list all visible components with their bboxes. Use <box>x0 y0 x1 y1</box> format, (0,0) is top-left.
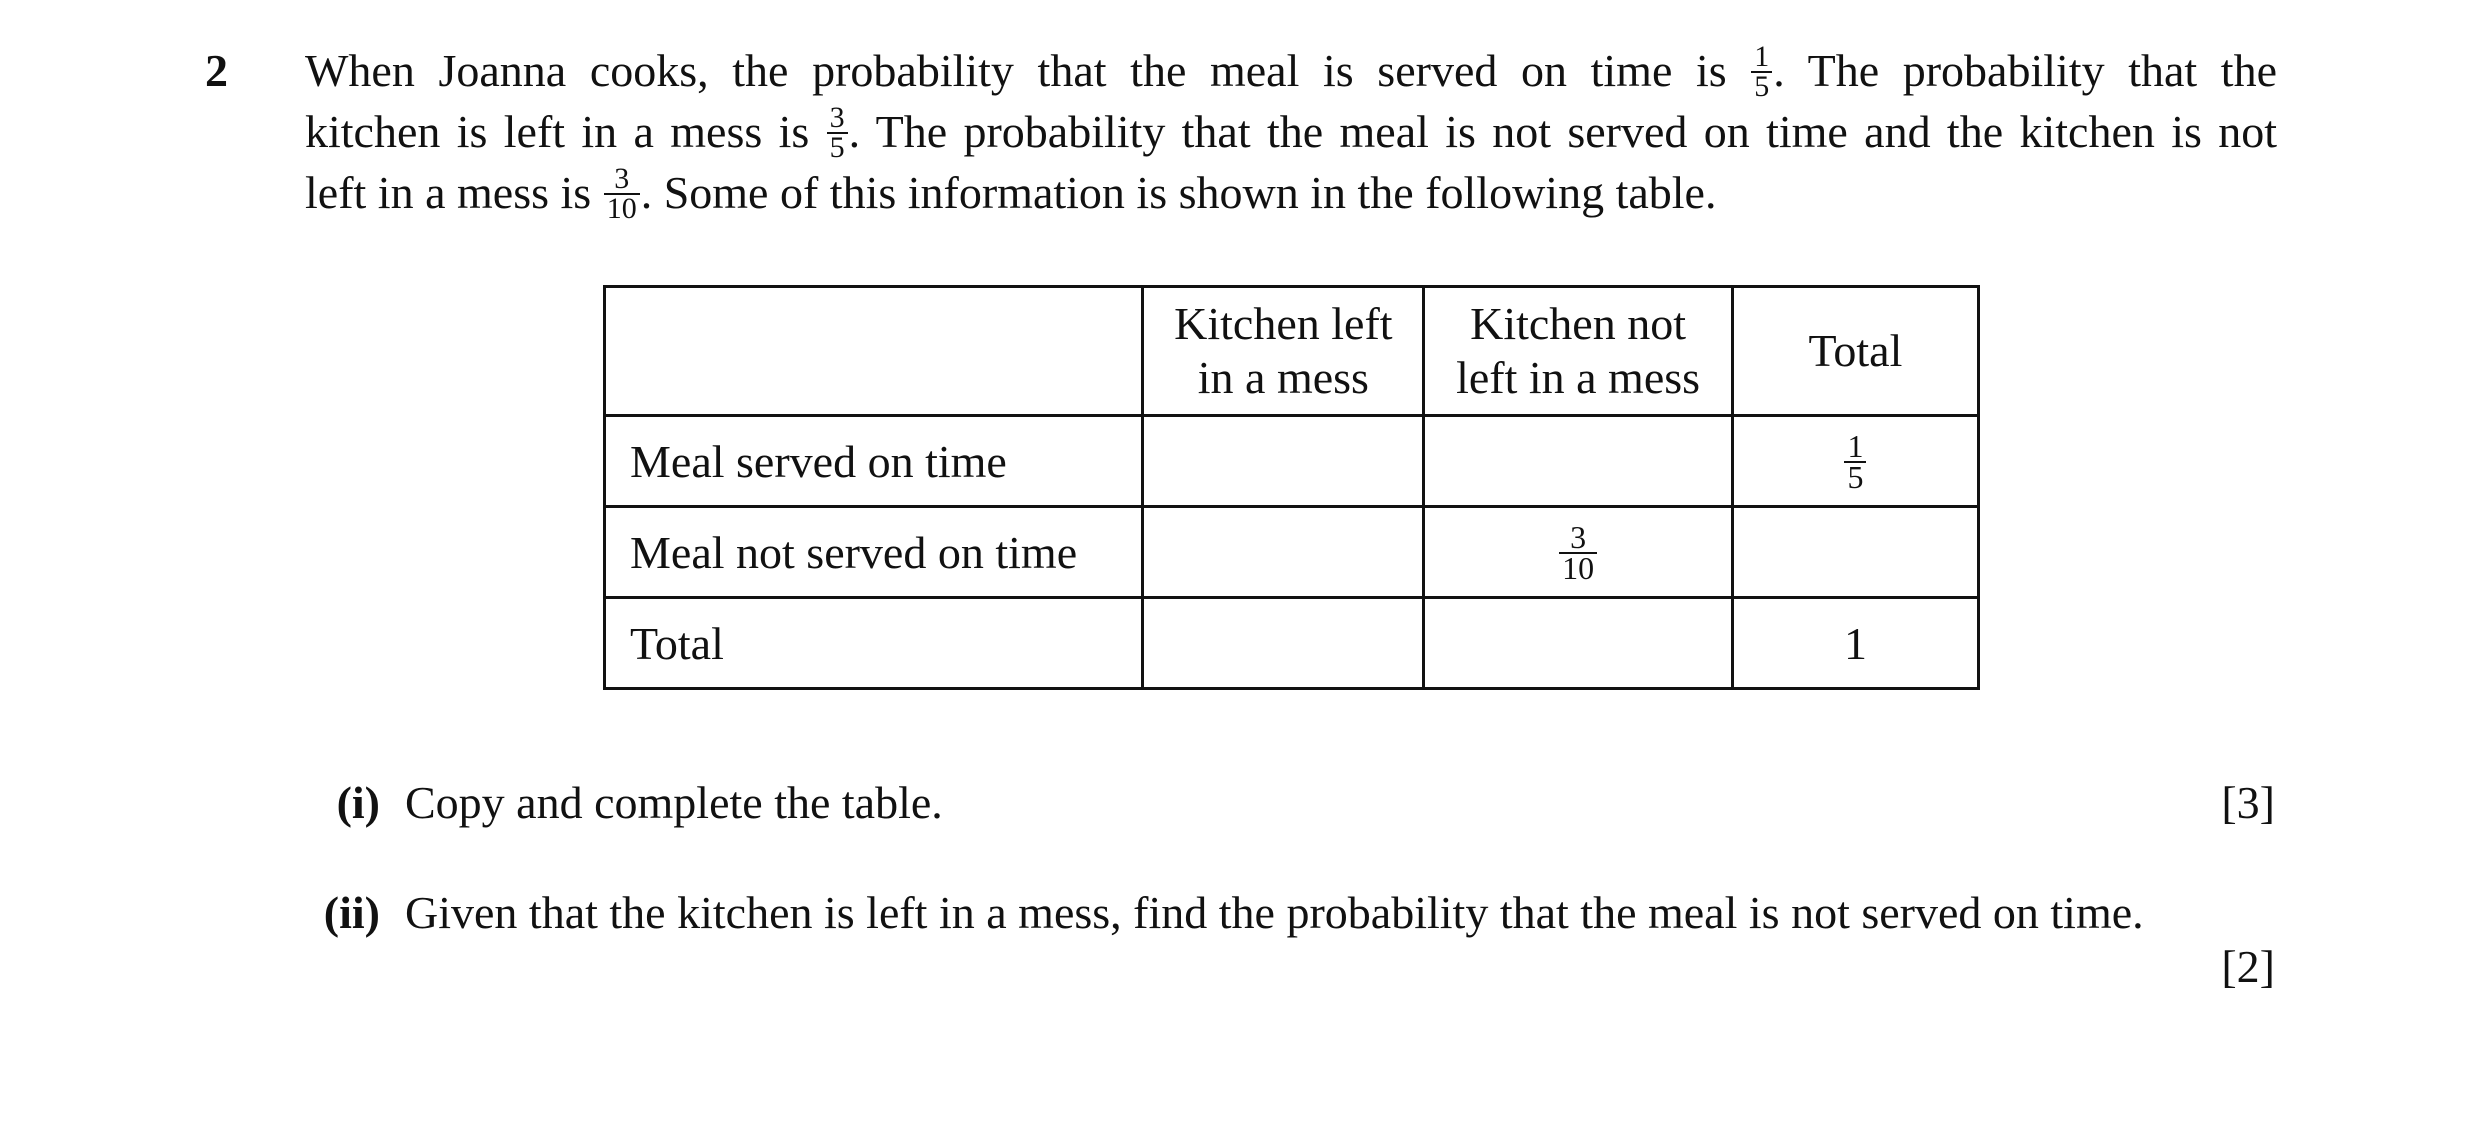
table-cell <box>1732 507 1978 598</box>
question-line <box>305 101 2277 165</box>
table-cell <box>1424 507 1733 598</box>
header-total <box>1732 287 1978 416</box>
row-label: Meal served on time <box>605 416 1143 507</box>
text-segment: . The probability that the <box>1773 45 2278 96</box>
table-header-row <box>605 287 1979 416</box>
text-segment: . The probability that the meal is not served on time and the kitchen is not <box>848 106 2277 157</box>
header-line: left in a mess <box>1456 352 1701 403</box>
fraction-denominator: 10 <box>1562 549 1595 586</box>
table-cell <box>1424 598 1733 689</box>
part-label: (ii) <box>323 887 380 938</box>
fraction <box>827 101 848 165</box>
marks: [3] <box>2221 777 2275 828</box>
table-cell: 1 <box>1732 598 1978 689</box>
header-line: Total <box>1808 325 1903 376</box>
table-cell <box>1732 416 1978 507</box>
table-cell <box>1143 507 1424 598</box>
header-kitchen-left-in-mess <box>1143 287 1424 416</box>
table-row <box>605 507 1979 598</box>
part-text: Copy and complete the table. <box>405 777 943 828</box>
probability-table <box>603 285 1980 690</box>
text-segment: . Some of this information is shown in the following table. <box>640 167 1717 218</box>
part-label: (i) <box>336 777 380 828</box>
text-segment: left in a mess is <box>305 167 603 218</box>
header-cell-empty <box>605 287 1143 416</box>
part-text: Given that the kitchen is left in a mess, find the probability that the meal is not served on time. <box>405 887 2144 938</box>
header-line: Kitchen not <box>1470 298 1687 349</box>
table-row <box>605 416 1979 507</box>
table-cell <box>1143 598 1424 689</box>
table-row <box>605 598 1979 689</box>
fraction <box>1844 427 1866 495</box>
fraction <box>1559 518 1597 586</box>
fraction-denominator: 5 <box>1847 458 1864 495</box>
header-line: in a mess <box>1197 352 1369 403</box>
fraction-numerator: 3 <box>604 165 640 195</box>
header-kitchen-not-left-in-mess <box>1424 287 1733 416</box>
question-text <box>305 40 2278 226</box>
text-segment: kitchen is left in a mess is <box>305 106 826 157</box>
fraction-numerator: 1 <box>1751 43 1772 73</box>
fraction-numerator: 3 <box>1559 523 1597 554</box>
question-line <box>305 162 2277 226</box>
fraction-numerator: 3 <box>827 104 848 134</box>
fraction-denominator: 5 <box>1754 70 1770 104</box>
fraction-denominator: 10 <box>606 192 637 226</box>
fraction <box>1751 40 1772 104</box>
table-cell <box>1424 416 1733 507</box>
marks: [2] <box>2221 941 2275 992</box>
fraction-numerator: 1 <box>1844 432 1866 463</box>
question-line <box>305 40 2278 104</box>
fraction-denominator: 5 <box>829 131 845 165</box>
row-label: Total <box>605 598 1143 689</box>
table-cell <box>1143 416 1424 507</box>
fraction <box>604 162 640 226</box>
question-number: 2 <box>205 45 228 96</box>
row-label: Meal not served on time <box>605 507 1143 598</box>
text-segment: When Joanna cooks, the probability that the meal is served on time is <box>305 45 1751 96</box>
header-line: Kitchen left <box>1174 298 1393 349</box>
